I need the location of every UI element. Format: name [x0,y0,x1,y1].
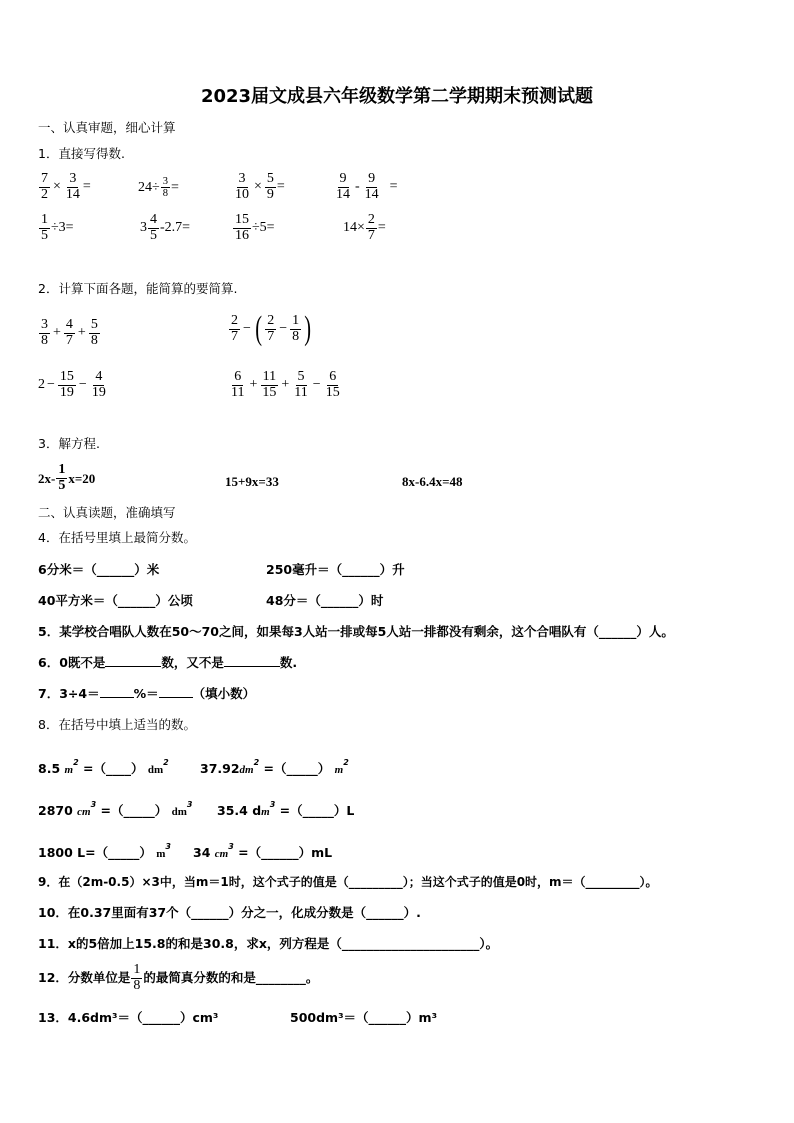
question-2-label: 2．计算下面各题，能简算的要简算. [38,281,238,296]
q3-equation-3: 8x-6.4x=48 [402,474,463,489]
page-title: 2023届文成县六年级数学第二学期期末预测试题 [200,86,594,107]
q13-item-b: 500dm³＝（______）m³ [290,1010,438,1025]
q1-expr-2: 24 ÷ $\frac{3}{8}$ = [138,176,179,200]
q8-item-2: $37.92dm^2$ =（_____） $m^2$ [200,758,349,776]
q2-expr-3: 2 − $\frac{15}{19}$ − $\frac{4}{19}$ [38,369,106,400]
question-6: 6．0既不是 数，又不是 数. [38,655,298,670]
q4-item-c: 40平方米＝（______）公顷 [38,593,193,608]
q8-item-3: 2870 $cm^3$ =（_____） $dm^3$ [38,800,193,818]
q1-expr-5: $\frac{1}{5}$ ÷3= [41,212,74,243]
q8-item-1: 8.5 $m^2$ =（____） $dm^2$ [38,758,169,776]
q8-item-4: 35.4 $dm^3$ =（_____）L [217,800,355,818]
q3-equation-1: 2x- $\frac{1}{5}$ x=20 [38,462,96,493]
question-1-label: 1．直接写得数. [38,146,125,161]
q13-item-a: 13．4.6dm³＝（______）cm³ [38,1010,219,1025]
q4-item-d: 48分＝（______）时 [266,593,384,608]
q2-expr-2: $\frac{2}{7}$ − ( $\frac{2}{7}$ − $\frac{1}{8}$ ) [231,310,312,347]
q8-item-5: 1800 L=（_____） $m^3$ [38,842,171,860]
section-2-heading: 二、认真读题，准确填写 [38,505,176,520]
question-11: 11．x的5倍加上15.8的和是30.8，求x，列方程是（______________________）。 [38,936,499,951]
q1-expr-3: $\frac{3}{10}$ × $\frac{5}{9}$ = [235,171,285,202]
question-8-label: 8．在括号中填上适当的数。 [38,717,196,732]
question-4-label: 4．在括号里填上最简分数。 [38,530,196,545]
q2-expr-1: $\frac{3}{8}$ + $\frac{4}{7}$ + $\frac{5}{8}$ [41,317,98,348]
q4-item-b: 250毫升＝（______）升 [266,562,405,577]
question-5: 5．某学校合唱队人数在50～70之间，如果每3人站一排或每5人站一排都没有剩余，这个合唱队有（______）人。 [38,624,674,639]
question-9: 9．在（2m-0.5）×3中，当m＝1时，这个式子的值是（_________）；当这个式子的值是0时，m＝（_________）。 [38,875,658,889]
section-1-heading: 一、认真审题，细心计算 [38,120,176,135]
q1-expr-7: $\frac{15}{16}$ ÷5= [235,212,275,243]
q1-expr-4: $\frac{9}{14}$ - $\frac{9}{14}$ = [336,171,398,202]
q8-item-6: 34 $cm^3$ =（______）mL [193,842,333,860]
q4-item-a: 6分米＝（______）米 [38,562,160,577]
question-7: 7．3÷4＝ %＝ （填小数） [38,686,256,701]
q1-expr-1: $\frac{7}{2}$ × $\frac{3}{14}$ = [41,171,91,202]
q3-equation-2: 15+9x=33 [225,474,279,489]
q1-expr-8: 14× $\frac{2}{7}$ = [343,212,386,243]
q2-expr-4: $\frac{6}{11}$ + $\frac{11}{15}$ + $\frac{5}{11}$ − $\frac{6}{15}$ [231,369,340,400]
question-12: 12．分数单位是 $\frac{1}{8}$ 的最简真分数的和是________。 [38,962,319,993]
question-10: 10．在0.37里面有37个（______）分之一，化成分数是（______）. [38,905,421,920]
q1-expr-6: 3 $\frac{4}{5}$ -2.7= [140,212,191,243]
question-3-label: 3．解方程. [38,436,100,451]
